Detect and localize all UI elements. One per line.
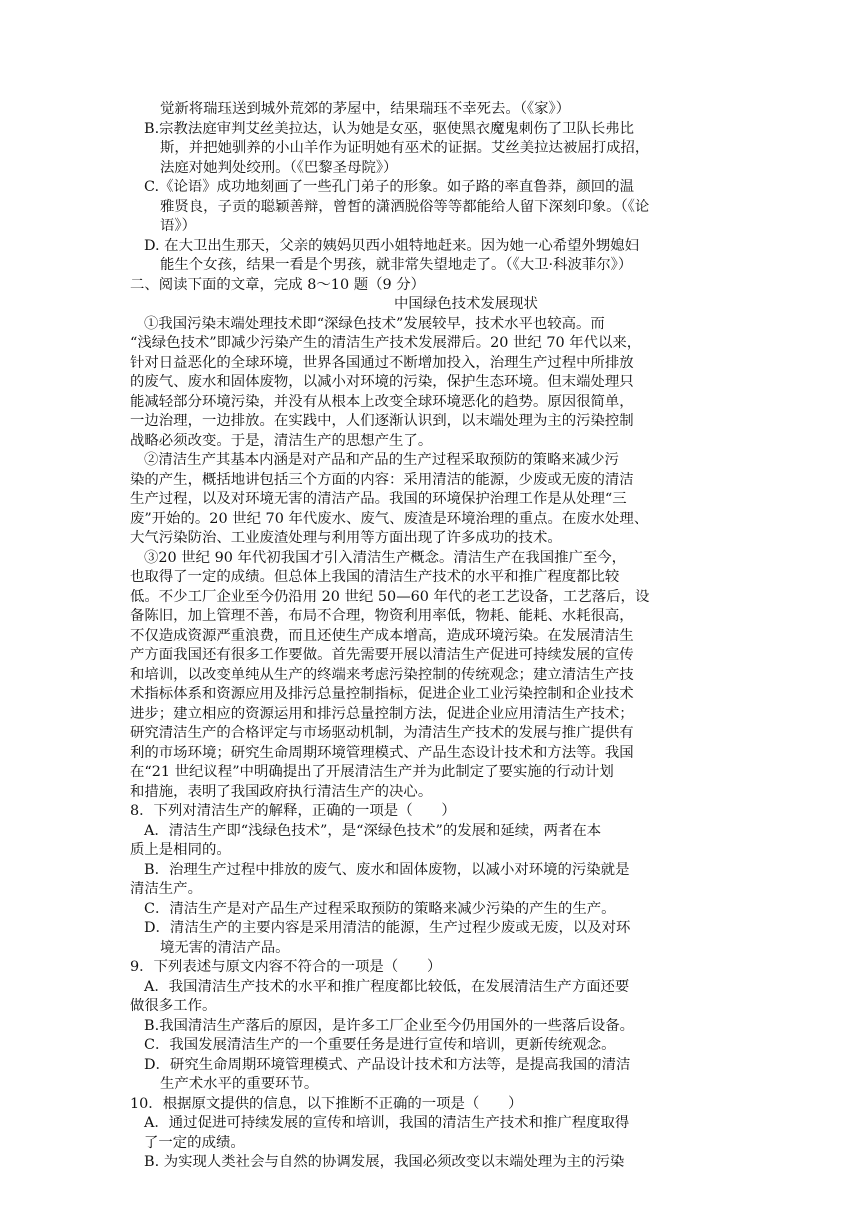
section-heading: 二、阅读下面的文章，完成 8～10 题（9 分）: [130, 276, 425, 293]
text-line: 法庭对她判处绞刑。（《巴黎圣母院》）: [160, 159, 398, 176]
text-line: 进步；建立相应的资源运用和排污总量控制方法，促进企业应用清洁生产技术；: [130, 705, 634, 722]
text-line: 战略必须改变。于是，清洁生产的思想产生了。: [130, 432, 433, 449]
text-line: 产方面我国还有很多工作要做。首先需要开展以清洁生产促进可持续发展的宣传: [130, 647, 634, 663]
option-line: A．通过促进可持续发展的宣传和培训，我国的清洁生产技术和推广程度取得: [144, 1115, 630, 1131]
option-line: 做很多工作。: [130, 998, 217, 1014]
text-line: C.《论语》成功地刻画了一些孔门弟子的形象。如子路的率直鲁莽，颜回的温: [144, 179, 634, 195]
option-line: B.我国清洁生产落后的原因，是许多工厂企业至今仍用国外的一些落后设备。: [144, 1017, 635, 1034]
paragraph-3: [130, 549, 742, 803]
question-8: [130, 802, 742, 958]
text-line: 大气污染防治、工业废渣处理与利用等方面出现了许多成功的技术。: [130, 530, 562, 546]
text-line: D. 在大卫出生那天，父亲的姨妈贝西小姐特地赶来。因为她一心希望外甥媳妇: [144, 237, 640, 254]
text-line: 利的市场环境；研究生命周期环境管理模式、产品生态设计技术和方法等。我国: [130, 744, 634, 761]
paragraph-2: [130, 451, 742, 549]
paragraph-1: [130, 315, 742, 452]
text-line: 语》）: [160, 218, 196, 234]
text-line: 和培训，以改变单纯从生产的终端来考虑污染控制的传统观念；建立清洁生产技: [130, 666, 634, 683]
option-line: A．清洁生产即“浅绿色技术”，是“深绿色技术”的发展和延续，两者在本: [144, 822, 602, 839]
text-line: 能减轻部分环境污染，并没有从根本上改变全球环境恶化的趋势。原因很简单，: [130, 393, 634, 410]
text-line: 不仅造成资源严重浪费，而且还使生产成本增高，造成环境污染。在发展清洁生: [130, 627, 634, 644]
option-line: B．治理生产过程中排放的废气、废水和固体废物，以减小对环境的污染就是: [144, 861, 630, 878]
option-line: 境无害的清洁产品。: [160, 939, 290, 956]
text-line: ②清洁生产其基本内涵是对产品和产品的生产过程采取预防的策略来减少污: [144, 452, 619, 468]
option-line: B. 为实现人类社会与自然的协调发展，我国必须改变以末端处理为主的污染: [144, 1154, 625, 1170]
text-line: 研究清洁生产的合格评定与市场驱动机制，为清洁生产技术的发展与推广提供有: [130, 725, 634, 741]
text-line: 针对日益恶化的全球环境，世界各国通过不断增加投入，治理生产过程中所排放: [130, 354, 634, 371]
text-line: 和措施，表明了我国政府执行清洁生产的决心。: [130, 783, 433, 800]
question-stem: 8．下列对清洁生产的解释，正确的一项是（ ）: [130, 803, 456, 819]
text-line: 低。不少工厂企业至今仍沿用 20 世纪 50—60 年代的老工艺设备，工艺落后，设: [130, 588, 650, 605]
option-line: D．清洁生产的主要内容是采用清洁的能源，生产过程少废或无废，以及对环: [144, 920, 631, 936]
text-line: 备陈旧，加上管理不善，布局不合理，物资利用率低，物耗、能耗、水耗很高，: [130, 608, 634, 624]
text-line: 雅贤良，子贡的聪颖善辩，曾皙的潇洒脱俗等等都能给人留下深刻印象。（《论: [160, 198, 650, 215]
text-line: 废”开始的。20 世纪 70 年代废水、废气、废渣是环境治理的重点。在废水处理、: [130, 510, 649, 527]
option-line: 清洁生产。: [130, 881, 202, 897]
text-line: 觉新将瑞珏送到城外荒郊的茅屋中，结果瑞珏不幸死去。（《家》）: [160, 101, 571, 117]
text-line: “浅绿色技术”即减少污染产生的清洁生产技术发展滞后。20 世纪 70 年代以来，: [130, 335, 642, 351]
option-7b: [130, 120, 742, 179]
text-line: 染的产生，概括地讲包括三个方面的内容：采用清洁的能源，少废或无废的清洁: [130, 471, 634, 488]
option-line: D．研究生命周期环境管理模式、产品设计技术和方法等，是提高我国的清洁: [144, 1056, 631, 1073]
text-line: 能生个女孩，结果一看是个男孩，就非常失望地走了。（《大卫·科波菲尔》）: [160, 257, 633, 273]
exam-page: [130, 100, 742, 1173]
option-line: 生产术水平的重要环节。: [160, 1076, 319, 1092]
option-7c: [130, 178, 742, 237]
option-line: 了一定的成绩。: [144, 1134, 245, 1151]
question-stem: 9．下列表述与原文内容不符合的一项是（ ）: [130, 959, 442, 975]
text-line: 也取得了一定的成绩。但总体上我国的清洁生产技术的水平和推广程度都比较: [130, 569, 620, 585]
option-line: A．我国清洁生产技术的水平和推广程度都比较低，在发展清洁生产方面还要: [144, 978, 630, 995]
option-line: C．清洁生产是对产品生产过程采取预防的策略来减少污染的产生的生产。: [144, 900, 616, 917]
option-line: 质上是相同的。: [130, 842, 231, 858]
text-line: ①我国污染末端处理技术即“深绿色技术”发展较早，技术水平也较高。而: [144, 315, 605, 332]
text-line: 生产过程，以及对环境无害的清洁产品。我国的环境保护治理工作是从处理“三: [130, 491, 627, 507]
text-line: ③20 世纪 90 年代初我国才引入清洁生产概念。清洁生产在我国推广至今，: [144, 549, 627, 566]
text-line: B.宗教法庭审判艾丝美拉达，认为她是女巫，驱使黑衣魔鬼刺伤了卫队长弗比: [144, 120, 635, 137]
option-7d: [130, 237, 742, 276]
text-line: 斯，并把她驯养的小山羊作为证明她有巫术的证据。艾丝美拉达被屈打成招，: [160, 140, 650, 156]
text-line: 一边治理，一边排放。在实践中，人们逐渐认识到，以末端处理为主的污染控制: [130, 413, 634, 429]
text-line: 术指标体系和资源应用及排污总量控制指标，促进企业工业污染控制和企业技术: [130, 686, 634, 702]
text-line: 的废气、废水和固体废物，以减小对环境的污染，保护生态环境。但末端处理只: [130, 374, 634, 390]
question-stem: 10．根据原文提供的信息，以下推断不正确的一项是（ ）: [130, 1095, 523, 1112]
question-9: [130, 958, 742, 1095]
article-title: 中国绿色技术发展现状: [394, 296, 538, 312]
text-line: 在“21 世纪议程”中明确提出了开展清洁生产并为此制定了要实施的行动计划: [130, 764, 614, 780]
option-7a: [130, 100, 742, 120]
option-line: C．我国发展清洁生产的一个重要任务是进行宣传和培训，更新传统观念。: [144, 1037, 616, 1053]
question-10: [130, 1095, 742, 1173]
